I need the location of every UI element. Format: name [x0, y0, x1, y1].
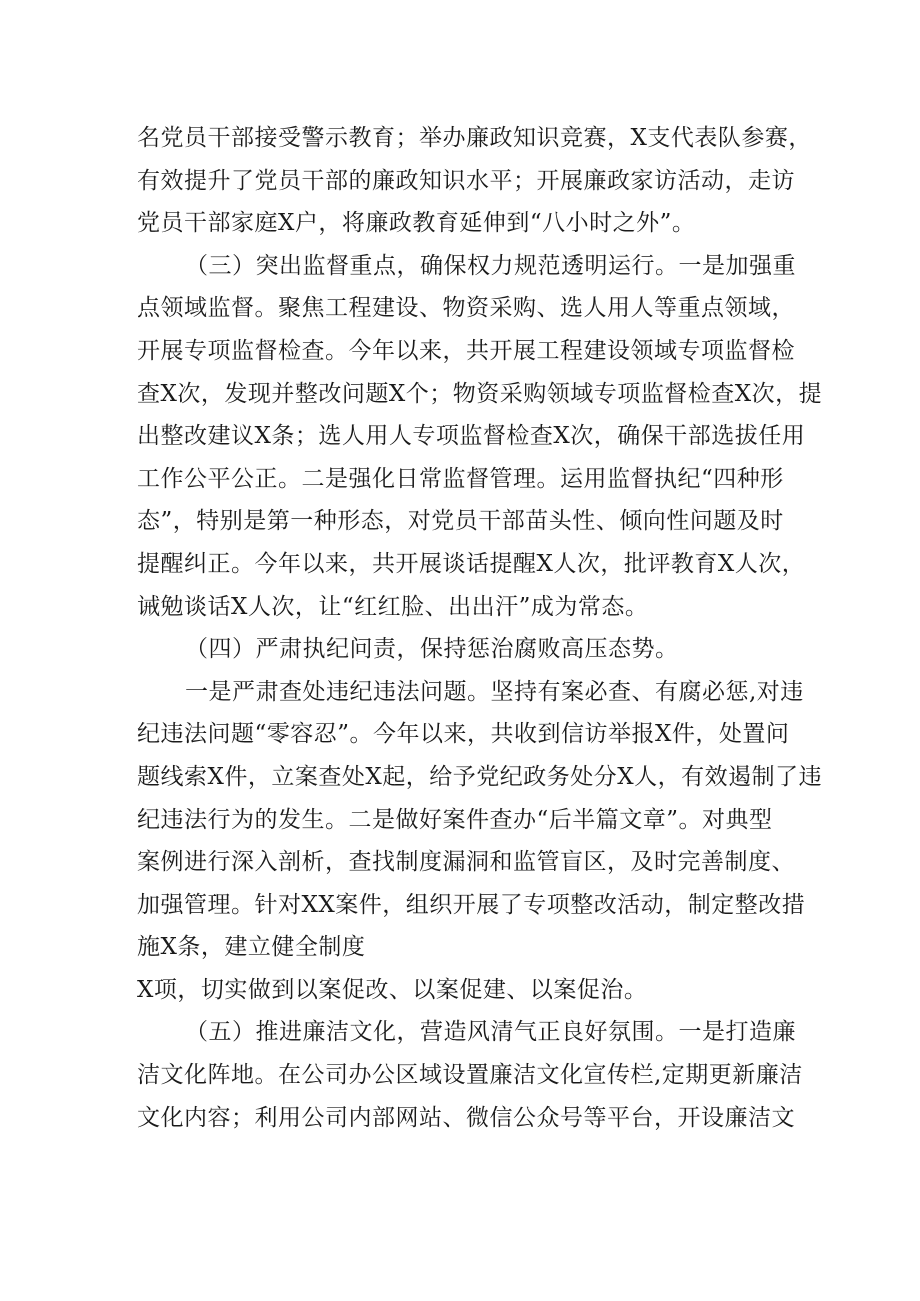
- document-body: [137, 117, 823, 1139]
- section-three-heading-line: （三）突出监督重点，确保权力规范透明运行。一是加强重: [185, 252, 796, 279]
- text-line: 加强管理。针对XX案件，组织开展了专项整改活动，制定整改措: [137, 891, 806, 918]
- section-five-heading-line: （五）推进廉洁文化，营造风清气正良好氛围。一是打造廉: [185, 1019, 796, 1046]
- text-line: X项，切实做到以案促改、以案促建、以案促治。: [137, 976, 648, 1003]
- text-line: 态”，特别是第一种形态，对党员干部苗头性、倾向性问题及时: [137, 508, 784, 535]
- section-four-heading: （四）严肃执纪问责，保持惩治腐败高压态势。: [185, 636, 679, 663]
- text-line: 文化内容；利用公司内部网站、微信公众号等平台，开设廉洁文: [137, 1104, 795, 1131]
- text-line: 一是严肃查处违纪违法问题。坚持有案必查、有腐必惩,对违: [185, 678, 804, 705]
- text-line: 出整改建议X条；选人用人专项监督检查X次，确保干部选拔任用: [137, 423, 806, 450]
- text-line: 开展专项监督检查。今年以来，共开展工程建设领域专项监督检: [137, 337, 795, 364]
- text-line: 题线索X件，立案查处X起，给予党纪政务处分X人，有效遏制了违: [137, 763, 823, 790]
- text-line: 洁文化阵地。在公司办公区域设置廉洁文化宣传栏,定期更新廉洁: [137, 1062, 803, 1089]
- text-line: 有效提升了党员干部的廉政知识水平；开展廉政家访活动，走访: [137, 167, 795, 194]
- text-line: 纪违法行为的发生。二是做好案件查办“后半篇文章”。对典型: [137, 806, 773, 833]
- text-line: 工作公平公正。二是强化日常监督管理。运用监督执纪“四种形: [137, 465, 784, 492]
- text-line: 提醒纠正。今年以来，共开展谈话提醒X人次，批评教育X人次，: [137, 550, 806, 577]
- text-line: 诫勉谈话X人次，让“红红脸、出出汗”成为常态。: [137, 593, 649, 620]
- text-line: 点领域监督。聚焦工程建设、物资采购、选人用人等重点领域，: [137, 295, 795, 322]
- text-line: 名党员干部接受警示教育；举办廉政知识竞赛，X支代表队参赛，: [137, 125, 812, 151]
- text-line: 施X条，建立健全制度: [137, 934, 366, 961]
- text-line: 案例进行深入剖析，查找制度漏洞和监管盲区，及时完善制度、: [137, 849, 795, 876]
- text-line: 查X次，发现并整改问题X个；物资采购领域专项监督检查X次，提: [137, 380, 823, 407]
- text-line: 纪违法问题“零容忍”。今年以来，共收到信访举报X件，处置问: [137, 721, 790, 748]
- text-line: 党员干部家庭X户，将廉政教育延伸到“八小时之外”。: [137, 210, 696, 237]
